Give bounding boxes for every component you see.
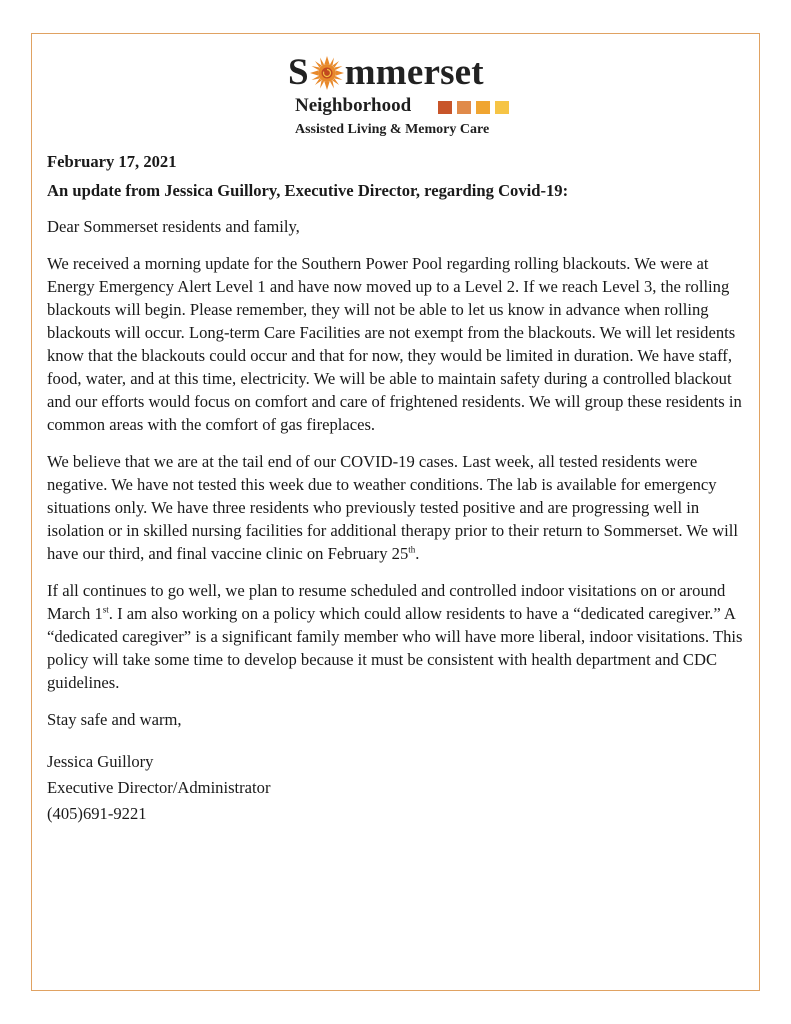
paragraph-visitations-start: If all continues to go well, we plan to resume scheduled and controlled indoor visitations on or around March 1 xyxy=(47,581,726,623)
letter-date: February 17, 2021 xyxy=(47,152,177,171)
paragraph-end-punct: . xyxy=(415,544,420,563)
logo-square xyxy=(495,101,509,114)
paragraph-blackouts: We received a morning update for the Southern Power Pool regarding rolling blackouts. We were at Energy Emergency Alert Level 1 and have now moved up to a Level 2. If we reach Level 3, the rolling blackouts will begin. Please remember, they will not be able to let us know in advance when rolling blackouts will occur. Long-term Care Facilities are not exempt from the blackouts. We will let residents know that the blackouts could occur and that for now, they would be limited in duration. We have staff, food, water, and at this time, electricity. We will be able to maintain safety during a controlled blackout and our efforts would focus on comfort and care of frightened residents. We will group these residents in common areas with the comfort of gas fireplaces. xyxy=(47,254,742,434)
signature-phone: (405)691-9221 xyxy=(47,804,147,823)
logo-tagline: Assisted Living & Memory Care xyxy=(295,122,490,137)
sommerset-logo xyxy=(288,50,518,142)
logo-subtitle: Neighborhood xyxy=(295,95,412,116)
logo-color-squares xyxy=(438,101,509,114)
paragraph-covid-cases xyxy=(47,450,747,565)
ordinal-suffix: st xyxy=(102,604,109,615)
logo-wordmark xyxy=(288,50,484,94)
signature-name: Jessica Guillory xyxy=(47,752,154,771)
logo-square xyxy=(476,101,490,114)
letter-closing: Stay safe and warm, xyxy=(47,710,182,729)
letter-body xyxy=(47,150,747,825)
letter-subject: An update from Jessica Guillory, Executive Director, regarding Covid-19: xyxy=(47,181,569,200)
logo-wordmark-prefix: S xyxy=(288,51,309,93)
signature-title: Executive Director/Administrator xyxy=(47,778,271,797)
sun-icon xyxy=(310,56,344,90)
logo-wordmark-suffix: mmerset xyxy=(344,51,484,93)
paragraph-covid-cases-text: We believe that we are at the tail end of our COVID-19 cases. Last week, all tested residents were negative. We have not tested this week due to weather conditions. The lab is available for emergency situations only. We have three residents who previously tested positive and are progressing well in isolation or in skilled nursing facilities for additional therapy prior to their return to Sommerset. We will have our third, and final vaccine clinic on February 25 xyxy=(47,452,739,563)
logo-square xyxy=(438,101,452,114)
paragraph-visitations-rest: . I am also working on a policy which could allow residents to have a “dedicated caregiver.” A “dedicated caregiver” is a significant family member who will have more liberal, indoor visitations. This policy will take some time to develop because it must be consistent with health department and CDC guidelines. xyxy=(47,604,743,692)
paragraph-visitations xyxy=(47,579,747,694)
ordinal-suffix: th xyxy=(408,544,416,555)
logo-square xyxy=(457,101,471,114)
letter-greeting: Dear Sommerset residents and family, xyxy=(47,217,300,236)
